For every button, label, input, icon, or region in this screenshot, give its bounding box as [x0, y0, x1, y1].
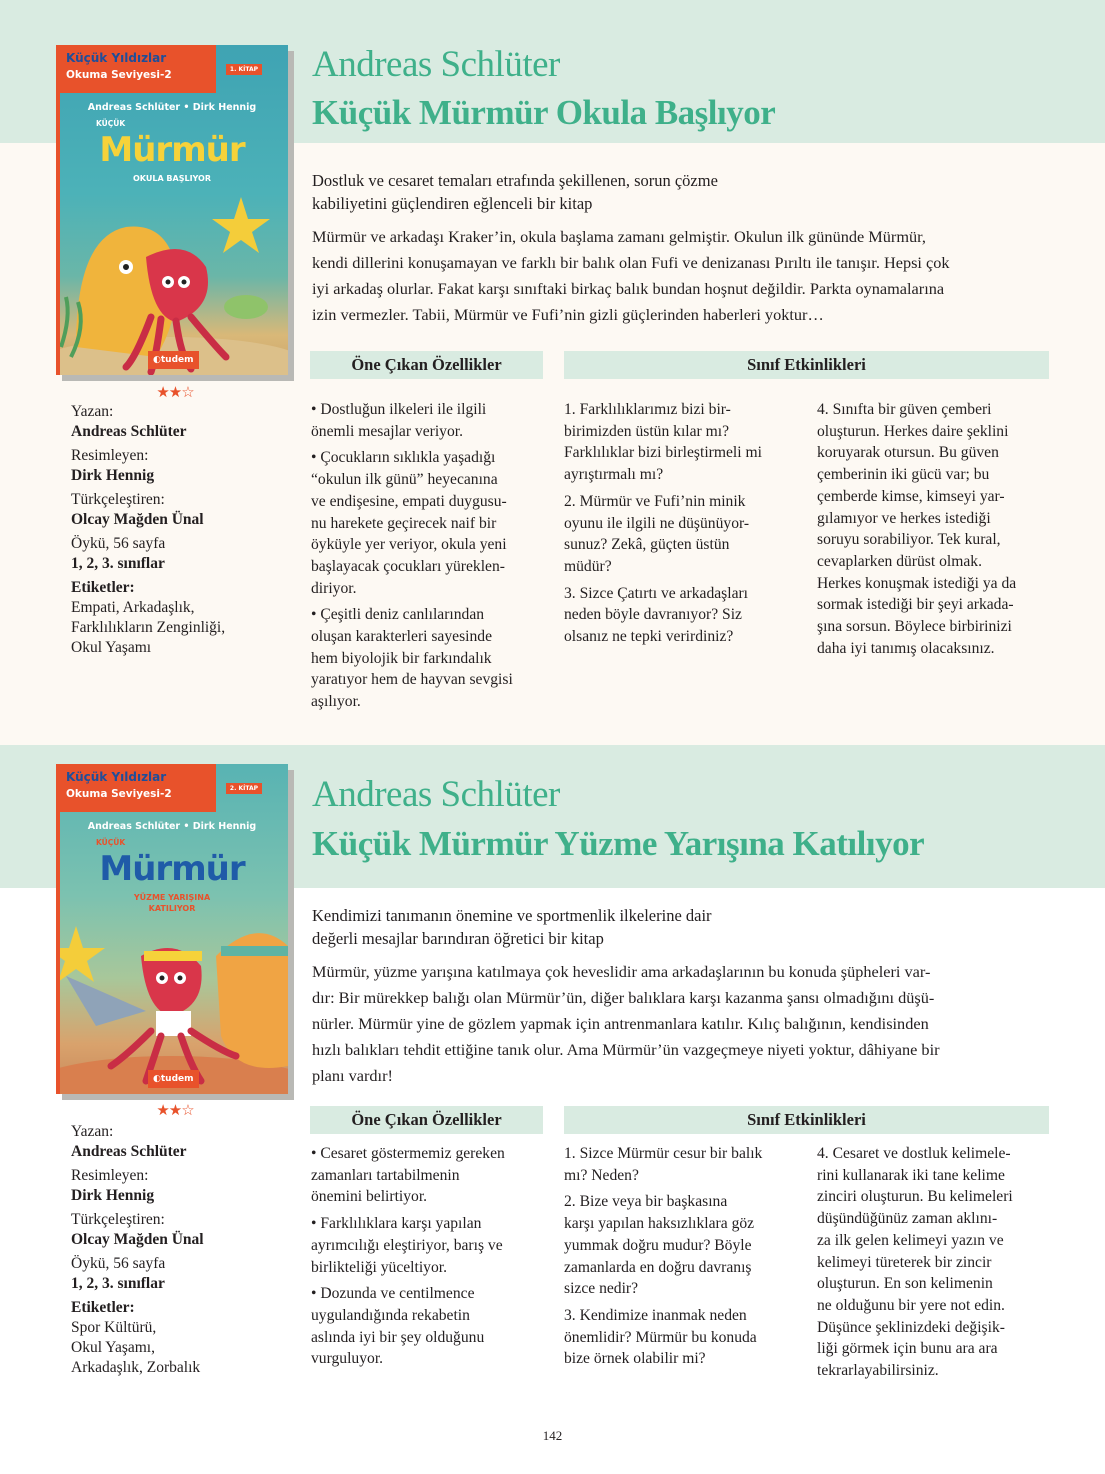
- summary-line: Mürmür, yüzme yarışına katılmaya çok heveslidir ama arkadaşlarının bu konuda şüpheleri var-: [312, 962, 931, 981]
- pupil-shape: [160, 976, 165, 981]
- cover-authors: Andreas Schlüter • Dirk Hennig: [87, 821, 257, 832]
- book-title: Küçük Mürmür Yüzme Yarışına Katılıyor: [312, 824, 925, 863]
- summary-line: dır: Bir mürekkep balığı olan Mürmür’ün, diğer balıklara karşı kazanma şansı olmadığını düşü-: [312, 988, 935, 1007]
- cover-kucuk: KÜÇÜK: [96, 119, 126, 128]
- cover-kucuk: KÜÇÜK: [96, 838, 126, 847]
- starfish-shape: [56, 926, 105, 982]
- swordfish-shape: [66, 976, 146, 1026]
- summary-line: Mürmür ve arkadaşı Kraker’in, okula başlama zamanı gelmiştir. Okulun ilk gününde Mürmür,: [312, 227, 926, 246]
- summary-line: iyi arkadaş olurlar. Fakat karşı sınıftaki birkaç balık bundan hoşnut değildir. Parkta oynamalarına: [312, 279, 945, 298]
- cover-series-badge: [56, 45, 216, 93]
- tags-label: Etiketler:: [71, 1299, 135, 1316]
- cover-title: Mürmür: [99, 849, 245, 889]
- summary-line: planı vardır!: [312, 1066, 393, 1085]
- cover-series-level: Okuma Seviyesi-2: [66, 69, 172, 81]
- cover-authors: Andreas Schlüter • Dirk Hennig: [87, 102, 257, 113]
- translator-label: Türkçeleştiren:: [71, 491, 165, 508]
- features-list: [311, 1143, 551, 1375]
- feature-item: • Cesaret göstermemiz gereken zamanları tartabilmenin önemini belirtiyor.: [311, 1145, 505, 1206]
- activity-item: 1. Sizce Mürmür cesur bir balık mı? Neden?: [564, 1145, 763, 1184]
- publisher-logo: ◐tudem: [148, 1070, 199, 1088]
- summary-line: hızlı balıkları tehdit ettiğine tanık olur. Ama Mürmür’ün vazgeçmeye niyeti yoktur, dâhiyane bir: [312, 1040, 940, 1059]
- cover-series-name: Küçük Yıldızlar: [66, 51, 167, 65]
- genre-pages: Öykü, 56 sayfa: [71, 535, 166, 552]
- grade-levels: 1, 2, 3. sınıflar: [71, 555, 165, 572]
- genre-pages: Öykü, 56 sayfa: [71, 1255, 166, 1272]
- cover-volume-badge: 1. KİTAP: [226, 64, 262, 75]
- pupil-shape: [123, 264, 129, 270]
- pupil-shape: [166, 280, 171, 285]
- cover-subtitle: OKULA BAŞLIYOR: [132, 174, 212, 183]
- tagline: [312, 904, 912, 950]
- features-list: [311, 399, 551, 718]
- feature-item: • Dostluğun ilkeleri ile ilgili önemli mesajlar veriyor.: [311, 401, 487, 440]
- cover-series-name: Küçük Yıldızlar: [66, 770, 167, 784]
- summary: [312, 224, 1072, 328]
- cover-series-level: Okuma Seviyesi-2: [66, 788, 172, 800]
- summary-line: kendi dillerini konuşamayan ve farklı bir balık olan Fufi ve denizanası Pırıltı ile tanışır. Hepsi çok: [312, 253, 950, 272]
- author-heading: Andreas Schlüter: [312, 774, 560, 815]
- translator-value: Olcay Mağden Ünal: [71, 511, 204, 528]
- illustrator-label: Resimleyen:: [71, 1167, 149, 1184]
- tags-label: Etiketler:: [71, 579, 135, 596]
- summary: [312, 959, 1072, 1089]
- cover-illustration: [56, 916, 288, 1094]
- summary-line: nürler. Mürmür yine de gözlem yapmak için antrenmanlara katılır. Kılıç balığının, kendisinden: [312, 1014, 929, 1033]
- features-heading: Öne Çıkan Özellikler: [310, 1106, 543, 1134]
- author-heading: Andreas Schlüter: [312, 44, 560, 85]
- tags-line: Farklılıkların Zenginliği,: [71, 619, 226, 636]
- summary-line: izin vermezler. Tabii, Mürmür ve Fufi’nin gizli güçlerinden haberleri yoktur…: [312, 305, 824, 324]
- cover-volume-badge: 2. KİTAP: [226, 783, 262, 794]
- tagline-line: değerli mesajlar barındıran öğretici bir kitap: [312, 929, 604, 948]
- illustrator-value: Dirk Hennig: [71, 467, 155, 484]
- page-number: 142: [542, 1428, 563, 1443]
- cover-title: Mürmür: [99, 130, 245, 170]
- cover-image: [56, 45, 288, 375]
- tags-line: Okul Yaşamı,: [71, 1339, 155, 1356]
- activities-column-2: [817, 1143, 1057, 1387]
- tags-line: Spor Kültürü,: [71, 1319, 157, 1336]
- author-value: Andreas Schlüter: [71, 423, 187, 440]
- tagline-line: Dostluk ve cesaret temaları etrafında şekillenen, sorun çözme: [312, 171, 718, 190]
- book-meta-2: [71, 1122, 291, 1378]
- headband-shape: [221, 946, 288, 956]
- activity-item: 4. Sınıfta bir güven çemberi oluşturun. Herkes daire şeklini koruyarak otursun. Bu güven çemberinin iki gücü var; bu çemberde kimse, kimseyi yar- gılamıyor ve herkes istediği soruyu sorabiliyor. Tek kural, cevaplarken dürüst olmak. Herkes konuşmak istediği ya da sormak istediği bir şeyi arkada- şına sorsun. Böylece birbirinizi daha iyi tanımış olacaksınız.: [817, 401, 1017, 657]
- starfish-shape: [212, 197, 270, 253]
- feature-item: • Dozunda ve centilmence uygulandığında rekabetin aslında iyi bir şey olduğunu vurguluyor.: [311, 1285, 485, 1368]
- translator-label: Türkçeleştiren:: [71, 1211, 165, 1228]
- cover-illustration: [56, 197, 288, 375]
- activities-column-1: [564, 399, 804, 653]
- tagline: [312, 169, 912, 215]
- feature-item: • Çocukların sıklıkla yaşadığı “okulun ilk günü” heyecanına ve endişesine, empati duygusu- nu harekete geçirecek naif bir öyküyle yer veriyor, okula yeni başlayacak çocukları yüreklen- diriyor.: [311, 449, 507, 597]
- tagline-line: Kendimizi tanımanın önemine ve sportmenlik ilkelerine dair: [312, 906, 712, 925]
- translator-value: Olcay Mağden Ünal: [71, 1231, 204, 1248]
- pupil-shape: [182, 280, 187, 285]
- grade-levels: 1, 2, 3. sınıflar: [71, 1275, 165, 1292]
- author-label: Yazan:: [71, 1123, 114, 1140]
- author-label: Yazan:: [71, 403, 114, 420]
- pupil-shape: [178, 976, 183, 981]
- activity-item: 3. Sizce Çatırtı ve arkadaşları neden böyle davranıyor? Siz olsanız ne tepki verirdiniz?: [564, 584, 749, 646]
- book-meta-1: [71, 402, 291, 658]
- activity-item: 3. Kendimize inanmak neden önemlidir? Mürmür bu konuda bize örnek olabilir mi?: [564, 1306, 757, 1368]
- cover-series-badge: [56, 764, 216, 812]
- publisher-logo: ◐tudem: [148, 351, 199, 369]
- features-heading: Öne Çıkan Özellikler: [310, 351, 543, 379]
- author-value: Andreas Schlüter: [71, 1143, 187, 1160]
- cover-image: [56, 764, 288, 1094]
- shirt-shape: [156, 1011, 191, 1036]
- activity-item: 2. Mürmür ve Fufi’nin minik oyunu ile ilgili ne düşünüyor- sunuz? Zekâ, güçten üstün müdür?: [564, 492, 750, 575]
- activity-item: 4. Cesaret ve dostluk kelimele- rini kullanarak iki tane kelime zinciri oluşturun. Bu kelimeleri düşündüğünüz zaman aklını- za ilk gelen kelimeyi yazın ve kelimeyi türeterek bir zincir oluşturun. En son kelimenin ne olduğunu bir yere not edin. Düşünce şeklinizdeki değişik- liği görmek için bunu ara ara tekrarlayabilirsiniz.: [817, 1145, 1013, 1380]
- cover-subtitle: YÜZME YARIŞINA KATILIYOR: [133, 893, 211, 913]
- activities-heading: Sınıf Etkinlikleri: [564, 1106, 1049, 1134]
- activity-item: 2. Bize veya bir başkasına karşı yapılan haksızlıklara göz yummak doğru mudur? Böyle zamanlarda en doğru davranış sizce nedir?: [564, 1193, 755, 1298]
- tags-line: Okul Yaşamı: [71, 639, 152, 656]
- illustrator-label: Resimleyen:: [71, 447, 149, 464]
- rating-stars-icon: ★★☆: [156, 385, 194, 401]
- activities-column-2: [817, 399, 1057, 664]
- activities-column-1: [564, 1143, 804, 1375]
- tags-line: Arkadaşlık, Zorbalık: [71, 1359, 201, 1376]
- fish-shape: [224, 295, 268, 319]
- tagline-line: kabiliyetini güçlendiren eğlenceli bir kitap: [312, 194, 593, 213]
- feature-item: • Farklılıklara karşı yapılan ayrımcılığı eleştiriyor, barış ve birlikteliği yüceltiyor.: [311, 1215, 503, 1276]
- rating-stars-icon: ★★☆: [156, 1103, 194, 1119]
- illustrator-value: Dirk Hennig: [71, 1187, 155, 1204]
- activities-heading: Sınıf Etkinlikleri: [564, 351, 1049, 379]
- headband-shape: [144, 951, 202, 961]
- activity-item: 1. Farklılıklarımız bizi bir- birimizden üstün kılar mı? Farklılıklar bizi birleştirmeli mi ayrıştırmalı mı?: [564, 401, 762, 484]
- book-title: Küçük Mürmür Okula Başlıyor: [312, 93, 776, 132]
- feature-item: • Çeşitli deniz canlılarından oluşan karakterleri sayesinde hem biyolojik bir farkındalık yaratıyor hem de hayvan sevgisi aşılıyor.: [311, 606, 513, 711]
- tags-line: Empati, Arkadaşlık,: [71, 599, 195, 616]
